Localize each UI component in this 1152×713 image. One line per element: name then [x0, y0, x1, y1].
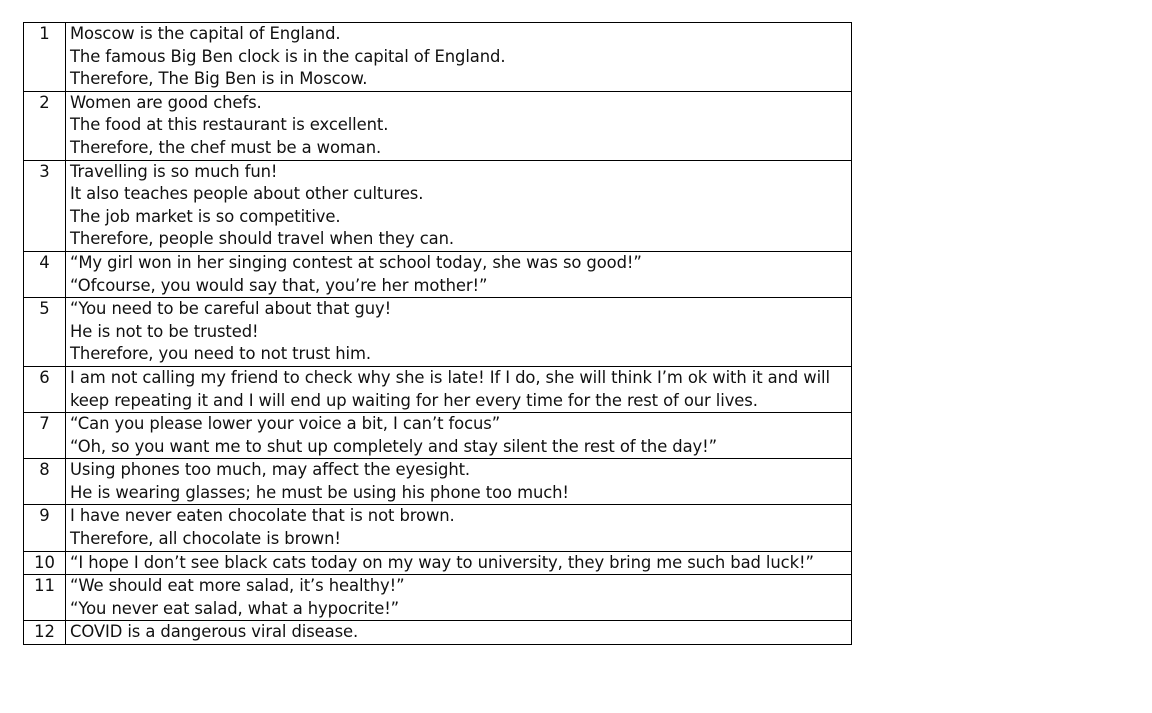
statement-line: Therefore, all chocolate is brown! [70, 529, 341, 549]
statement-line: Therefore, you need to not trust him. [70, 344, 371, 364]
table-row [24, 575, 852, 621]
fallacy-table-body [24, 23, 852, 645]
statement-line: Travelling is so much fun! [70, 161, 278, 181]
table-row [24, 413, 852, 459]
statement-line: Therefore, The Big Ben is in Moscow. [70, 69, 368, 89]
row-number: 3 [24, 160, 66, 251]
statement-line: He is wearing glasses; he must be using his phone too much! [70, 482, 569, 502]
statement-line: “You need to be careful about that guy! [70, 299, 392, 319]
statement-line: The food at this restaurant is excellent. [70, 115, 389, 135]
statement-line: I am not calling my friend to check why she is late! If I do, she will think I’m ok with it and will keep repeating it and I will end up waiting for her every time for the rest of our lives. [70, 367, 830, 410]
statement-line: Using phones too much, may affect the eyesight. [70, 460, 471, 480]
row-number: 7 [24, 413, 66, 459]
table-row [24, 459, 852, 505]
statement-line: “Oh, so you want me to shut up completely and stay silent the rest of the day!” [70, 436, 717, 456]
row-number: 6 [24, 366, 66, 412]
row-statement [66, 413, 852, 459]
table-row [24, 251, 852, 297]
row-statement [66, 366, 852, 412]
table-row [24, 505, 852, 551]
row-statement [66, 459, 852, 505]
statement-line: Therefore, people should travel when they can. [70, 229, 455, 249]
table-row [24, 160, 852, 251]
table-row [24, 23, 852, 92]
statement-line: “I hope I don’t see black cats today on my way to university, they bring me such bad luck!” [70, 552, 814, 572]
statement-line: The famous Big Ben clock is in the capital of England. [70, 46, 506, 66]
row-number: 9 [24, 505, 66, 551]
statement-line: “My girl won in her singing contest at school today, she was so good!” [70, 252, 642, 272]
statement-line: The job market is so competitive. [70, 206, 341, 226]
statement-line: I have never eaten chocolate that is not brown. [70, 506, 455, 526]
row-number: 8 [24, 459, 66, 505]
statement-line: “We should eat more salad, it’s healthy!” [70, 576, 405, 596]
row-number: 1 [24, 23, 66, 92]
statement-line: “You never eat salad, what a hypocrite!” [70, 598, 400, 618]
statement-line: Therefore, the chef must be a woman. [70, 137, 382, 157]
fallacy-table [23, 22, 852, 645]
row-statement [66, 91, 852, 160]
table-row [24, 366, 852, 412]
row-number: 11 [24, 575, 66, 621]
row-statement [66, 551, 852, 575]
statement-line: It also teaches people about other cultures. [70, 184, 424, 204]
row-number: 4 [24, 251, 66, 297]
statement-line: Moscow is the capital of England. [70, 24, 341, 43]
row-number: 5 [24, 298, 66, 367]
statement-line: Women are good chefs. [70, 92, 262, 112]
table-row [24, 91, 852, 160]
table-row [24, 298, 852, 367]
statement-line: COVID is a dangerous viral disease. [70, 622, 359, 642]
statement-line: “Can you please lower your voice a bit, I can’t focus” [70, 414, 501, 434]
row-number: 10 [24, 551, 66, 575]
statement-line: “Ofcourse, you would say that, you’re her mother!” [70, 275, 488, 295]
statement-line: He is not to be trusted! [70, 321, 259, 341]
row-statement [66, 621, 852, 645]
row-statement [66, 251, 852, 297]
row-statement [66, 575, 852, 621]
row-number: 2 [24, 91, 66, 160]
row-number: 12 [24, 621, 66, 645]
table-row [24, 621, 852, 645]
row-statement [66, 160, 852, 251]
row-statement [66, 505, 852, 551]
row-statement [66, 23, 852, 92]
table-row [24, 551, 852, 575]
row-statement [66, 298, 852, 367]
